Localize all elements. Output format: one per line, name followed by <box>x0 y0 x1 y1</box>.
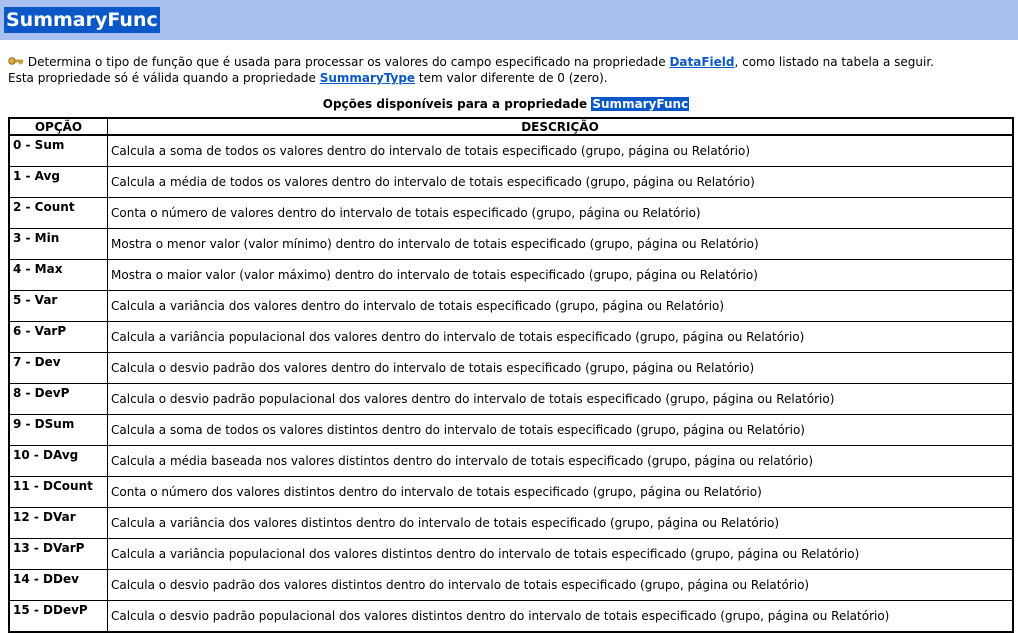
table-row <box>9 260 1013 291</box>
datafield-link[interactable]: DataField <box>669 55 735 69</box>
title-bar <box>0 0 1018 40</box>
option-cell: 11 - DCount <box>9 477 108 508</box>
option-cell: 7 - Dev <box>9 353 108 384</box>
table-row <box>9 415 1013 446</box>
option-cell: 10 - DAvg <box>9 446 108 477</box>
description-cell: Calcula o desvio padrão dos valores distintos dentro do intervalo de totais especificado (grupo, página ou Relatório) <box>108 570 1014 601</box>
table-row <box>9 229 1013 260</box>
option-cell: 9 - DSum <box>9 415 108 446</box>
table-row <box>9 601 1013 633</box>
option-cell: 8 - DevP <box>9 384 108 415</box>
table-row <box>9 198 1013 229</box>
intro-text-3: Esta propriedade só é válida quando a propriedade <box>8 71 320 85</box>
intro-paragraph <box>8 54 1014 86</box>
table-row <box>9 446 1013 477</box>
page-title: SummaryFunc <box>6 9 158 31</box>
option-cell: 4 - Max <box>9 260 108 291</box>
caption-prefix: Opções disponíveis para a propriedade <box>322 97 592 111</box>
description-cell: Calcula o desvio padrão populacional dos valores distintos dentro do intervalo de totais especificado (grupo, página ou Relatório) <box>108 601 1014 633</box>
table-caption <box>0 96 1018 112</box>
intro-text-4: tem valor diferente de 0 (zero). <box>415 71 608 85</box>
description-cell: Mostra o maior valor (valor máximo) dentro do intervalo de totais especificado (grupo, página ou Relatório) <box>108 260 1014 291</box>
table-row <box>9 570 1013 601</box>
description-cell: Calcula a média baseada nos valores distintos dentro do intervalo de totais especificado (grupo, página ou relatório) <box>108 446 1014 477</box>
table-row <box>9 322 1013 353</box>
table-row <box>9 477 1013 508</box>
option-cell: 12 - DVar <box>9 508 108 539</box>
option-cell: 14 - DDev <box>9 570 108 601</box>
description-cell: Calcula a média de todos os valores dentro do intervalo de totais especificado (grupo, página ou Relatório) <box>108 167 1014 198</box>
options-table-wrapper <box>8 117 1014 633</box>
table-header-row <box>9 118 1013 135</box>
option-cell: 1 - Avg <box>9 167 108 198</box>
table-row <box>9 539 1013 570</box>
description-cell: Calcula a variância populacional dos valores distintos dentro do intervalo de totais especificado (grupo, página ou Relatório) <box>108 539 1014 570</box>
table-row <box>9 167 1013 198</box>
option-cell: 0 - Sum <box>9 135 108 167</box>
table-row <box>9 384 1013 415</box>
option-cell: 6 - VarP <box>9 322 108 353</box>
description-cell: Calcula o desvio padrão dos valores dentro do intervalo de totais especificado (grupo, página ou Relatório) <box>108 353 1014 384</box>
description-cell: Calcula a variância populacional dos valores dentro do intervalo de totais especificado (grupo, página ou Relatório) <box>108 322 1014 353</box>
description-cell: Conta o número de valores dentro do intervalo de totais especificado (grupo, página ou Relatório) <box>108 198 1014 229</box>
description-cell: Calcula a soma de todos os valores dentro do intervalo de totais especificado (grupo, página ou Relatório) <box>108 135 1014 167</box>
summarytype-link[interactable]: SummaryType <box>319 71 416 85</box>
option-cell: 13 - DVarP <box>9 539 108 570</box>
table-row <box>9 291 1013 322</box>
intro-text-1: Determina o tipo de função que é usada para processar os valores do campo especificado na propriedade <box>27 55 670 69</box>
option-cell: 3 - Min <box>9 229 108 260</box>
description-cell: Calcula a variância dos valores dentro do intervalo de totais especificado (grupo, página ou Relatório) <box>108 291 1014 322</box>
table-row <box>9 135 1013 167</box>
option-cell: 15 - DDevP <box>9 601 108 633</box>
description-cell: Calcula a variância dos valores distintos dentro do intervalo de totais especificado (grupo, página ou Relatório) <box>108 508 1014 539</box>
table-row <box>9 508 1013 539</box>
header-description: DESCRIÇÃO <box>108 118 1014 135</box>
description-cell: Conta o número dos valores distintos dentro do intervalo de totais especificado (grupo, página ou Relatório) <box>108 477 1014 508</box>
intro-text-2: , como listado na tabela a seguir. <box>734 55 934 69</box>
option-cell: 5 - Var <box>9 291 108 322</box>
options-table <box>8 117 1014 633</box>
description-cell: Calcula o desvio padrão populacional dos valores dentro do intervalo de totais especificado (grupo, página ou Relatório) <box>108 384 1014 415</box>
header-option: OPÇÃO <box>9 118 108 135</box>
key-icon <box>8 55 24 67</box>
caption-highlight: SummaryFunc <box>592 97 689 111</box>
option-cell: 2 - Count <box>9 198 108 229</box>
table-row <box>9 353 1013 384</box>
description-cell: Mostra o menor valor (valor mínimo) dentro do intervalo de totais especificado (grupo, página ou Relatório) <box>108 229 1014 260</box>
description-cell: Calcula a soma de todos os valores distintos dentro do intervalo de totais especificado (grupo, página ou Relatório) <box>108 415 1014 446</box>
